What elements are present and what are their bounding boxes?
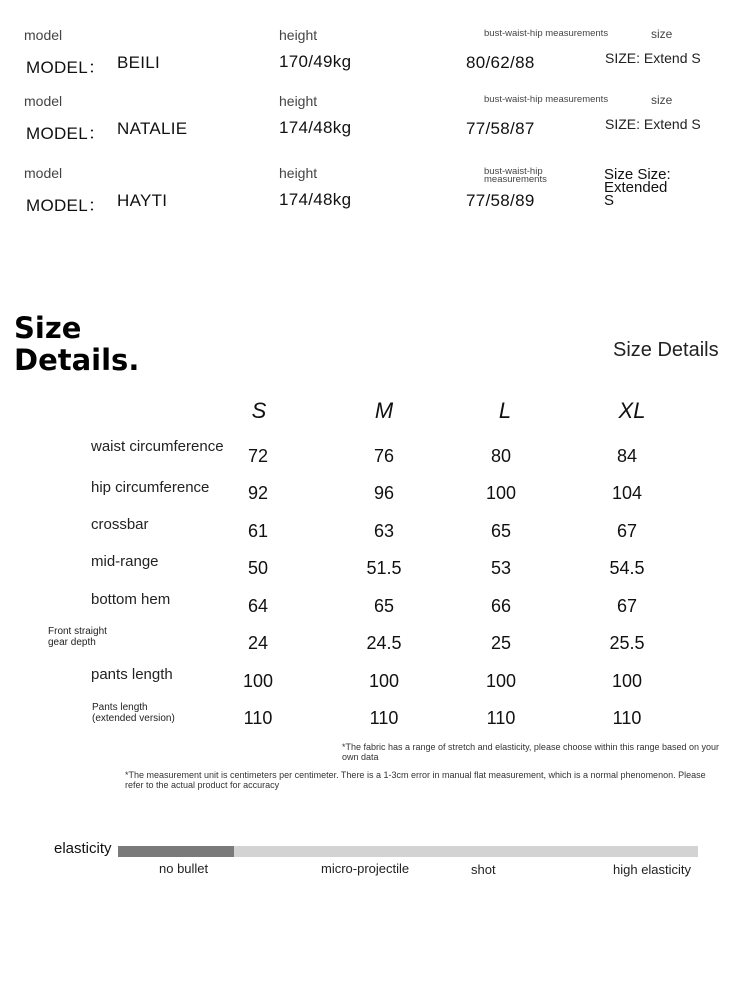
- table-cell: 63: [373, 521, 395, 541]
- table-cell: 67: [616, 596, 638, 616]
- measurements-label: [484, 168, 547, 184]
- table-cell: 110: [369, 708, 399, 728]
- table-cell: 110: [243, 708, 273, 728]
- scale-label-micro-projectile: micro-projectile: [321, 861, 410, 876]
- row-label-front-rise-line1: Front straight: [48, 626, 107, 637]
- table-cell: 76: [373, 446, 395, 466]
- row-label-pants-length-extended-line2: (extended version): [92, 713, 175, 724]
- row-label-front-rise-line2: gear depth: [48, 637, 96, 648]
- model-height-weight: 170/49kg: [279, 52, 352, 71]
- measurements-label-line2: measurements: [484, 174, 547, 185]
- model-prefix: MODEL：: [26, 196, 106, 215]
- elasticity-fill: [118, 846, 234, 857]
- table-cell: 110: [612, 708, 642, 728]
- scale-label-high-elasticity: high elasticity: [613, 862, 692, 877]
- size-details-subheading: Size Details: [613, 339, 719, 361]
- row-label-bottom-hem: bottom hem: [91, 591, 171, 608]
- table-cell: 50: [247, 558, 269, 578]
- elasticity-track: [118, 846, 698, 857]
- stretch-note: *The fabric has a range of stretch and elasticity, please choose within this range based on your own data: [342, 742, 720, 762]
- table-cell: 104: [611, 483, 643, 503]
- table-cell: 64: [247, 596, 269, 616]
- table-cell: 100: [242, 671, 274, 691]
- elasticity-label: elasticity: [54, 840, 112, 857]
- model-name: HAYTI: [117, 191, 168, 210]
- model-size-line2: Extended: [604, 179, 668, 196]
- measurements-label-line1: bust-waist-hip: [484, 166, 543, 177]
- model-label: model: [24, 93, 63, 109]
- size-details-heading-line2: Details.: [14, 343, 140, 377]
- model-prefix: MODEL：: [26, 58, 106, 77]
- model-size: [604, 168, 714, 207]
- row-label-pants-length: pants length: [91, 666, 173, 683]
- measurements-label: bust-waist-hip measurements: [484, 28, 609, 39]
- column-header-l: L: [498, 398, 512, 423]
- height-label: height: [279, 165, 318, 181]
- model-size: SIZE: Extend S: [605, 50, 701, 66]
- model-height-weight: 174/48kg: [279, 118, 352, 137]
- row-label-mid-range: mid-range: [91, 553, 159, 570]
- table-cell: 61: [247, 521, 269, 541]
- table-cell: 24.5: [366, 633, 402, 653]
- table-cell: 67: [616, 521, 638, 541]
- model-measurements: 77/58/87: [466, 119, 535, 138]
- table-cell: 54.5: [609, 558, 645, 578]
- model-measurements: 77/58/89: [466, 191, 535, 210]
- scale-label-shot: shot: [471, 862, 496, 877]
- column-header-m: M: [374, 398, 394, 423]
- model-size-line3: S: [604, 192, 615, 209]
- model-label: model: [24, 27, 63, 43]
- table-cell: 25.5: [609, 633, 645, 653]
- row-label-pants-length-extended-line1: Pants length: [92, 702, 148, 713]
- model-height-weight: 174/48kg: [279, 190, 352, 209]
- model-prefix: MODEL：: [26, 124, 106, 143]
- model-size: SIZE: Extend S: [605, 116, 701, 132]
- column-header-s: S: [251, 398, 267, 423]
- measurement-note: *The measurement unit is centimeters per centimeter. There is a 1-3cm error in manual flat measurement, which is a normal phenomenon. Please refer to the actual product for accuracy: [125, 770, 706, 790]
- table-cell: 65: [373, 596, 395, 616]
- table-cell: 65: [490, 521, 512, 541]
- height-label: height: [279, 27, 318, 43]
- table-cell: 84: [616, 446, 638, 466]
- model-measurements: 80/62/88: [466, 53, 535, 72]
- table-cell: 80: [490, 446, 512, 466]
- table-cell: 53: [490, 558, 512, 578]
- measurements-label: bust-waist-hip measurements: [484, 94, 609, 105]
- size-label: size: [651, 93, 673, 107]
- row-label-crossbar: crossbar: [91, 516, 149, 533]
- size-details-heading: [14, 312, 139, 376]
- table-cell: 100: [485, 483, 517, 503]
- model-name: NATALIE: [117, 119, 188, 138]
- table-cell: 92: [247, 483, 269, 503]
- table-cell: 100: [611, 671, 643, 691]
- table-cell: 72: [247, 446, 269, 466]
- height-label: height: [279, 93, 318, 109]
- table-cell: 100: [368, 671, 400, 691]
- table-cell: 96: [373, 483, 395, 503]
- row-label-waist: waist circumference: [91, 438, 224, 455]
- row-label-pants-length-extended: [92, 702, 175, 724]
- column-header-xl: XL: [618, 398, 646, 423]
- table-cell: 100: [485, 671, 517, 691]
- model-name: BEILI: [117, 53, 161, 72]
- scale-label-no-bullet: no bullet: [159, 861, 209, 876]
- size-details-heading-line1: Size: [14, 311, 82, 345]
- size-label: size: [651, 27, 673, 41]
- row-label-hip: hip circumference: [91, 479, 210, 496]
- table-cell: 51.5: [366, 558, 402, 578]
- model-label: model: [24, 165, 63, 181]
- row-label-front-rise: [48, 626, 107, 648]
- table-cell: 25: [490, 633, 512, 653]
- table-cell: 66: [490, 596, 512, 616]
- table-cell: 24: [247, 633, 269, 653]
- model-size-line1: Size Size:: [604, 166, 671, 183]
- table-cell: 110: [486, 708, 516, 728]
